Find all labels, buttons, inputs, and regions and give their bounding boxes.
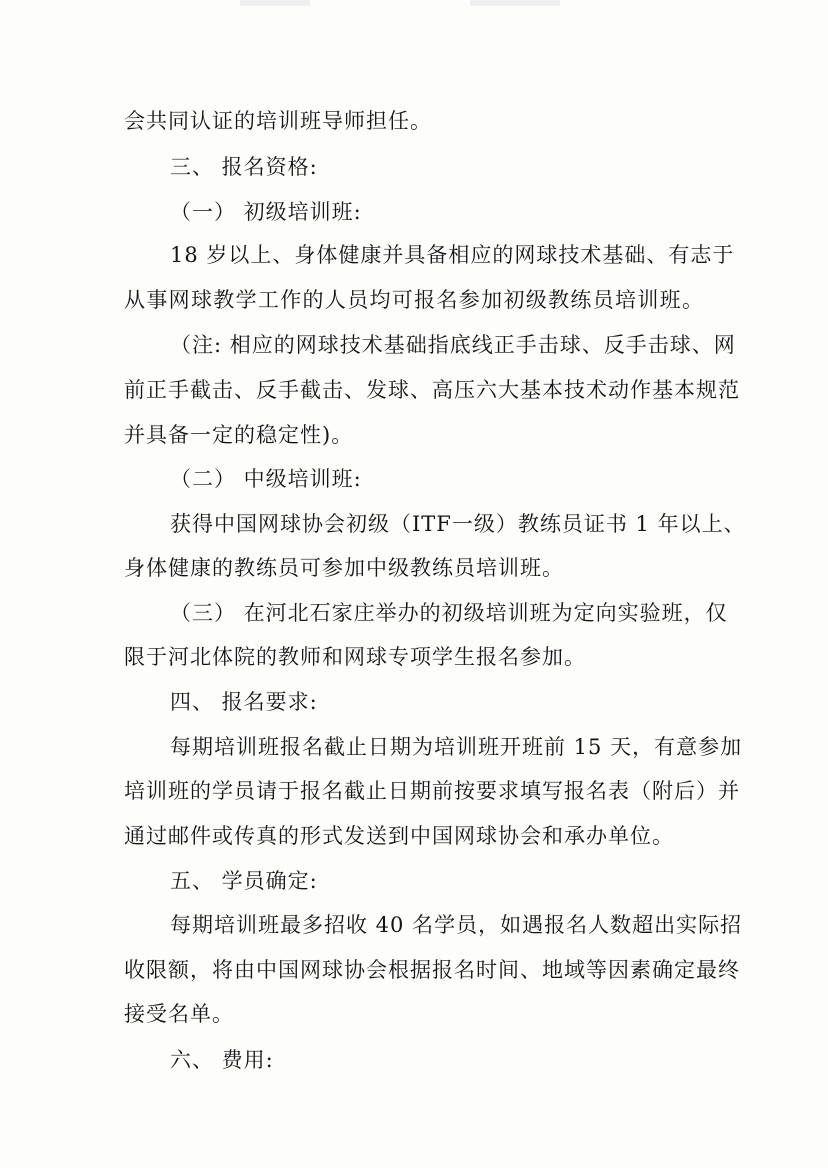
paragraph-line: 收限额，将由中国网球协会根据报名时间、地域等因素确定最终 xyxy=(124,958,740,982)
paragraph-line: （三） 在河北石家庄举办的初级培训班为定向实验班，仅 xyxy=(170,601,728,625)
subsection-heading-intermediate: （二） 中级培训班: xyxy=(170,467,362,491)
subsection-heading-beginner: （一） 初级培训班: xyxy=(170,200,362,224)
paragraph-line: 身体健康的教练员可参加中级教练员培训班。 xyxy=(124,556,564,580)
paragraph-line: 接受名单。 xyxy=(124,1002,234,1026)
paragraph-line: 从事网球教学工作的人员均可报名参加初级教练员培训班。 xyxy=(124,288,704,312)
section-heading-eligibility: 三、 报名资格: xyxy=(170,155,318,179)
paragraph-line: 每期培训班报名截止日期为培训班开班前 15 天，有意参加 xyxy=(170,735,743,759)
paragraph-line: 通过邮件或传真的形式发送到中国网球协会和承办单位。 xyxy=(124,824,674,848)
paragraph-line: 每期培训班最多招收 40 名学员，如遇报名人数超出实际招 xyxy=(170,913,743,937)
paragraph-line: 获得中国网球协会初级（ITF一级）教练员证书 1 年以上、 xyxy=(170,512,746,536)
paragraph-line: 培训班的学员请于报名截止日期前按要求填写报名表（附后）并 xyxy=(124,779,740,803)
section-heading-confirmation: 五、 学员确定: xyxy=(170,869,318,893)
section-heading-fees: 六、 费用: xyxy=(170,1048,274,1072)
paragraph-line: 18 岁以上、身体健康并具备相应的网球技术基础、有志于 xyxy=(170,243,735,267)
scan-artifact xyxy=(470,0,560,6)
paragraph-line: 并具备一定的稳定性)。 xyxy=(124,423,354,447)
scan-artifact xyxy=(240,0,310,6)
paragraph-line: 会共同认证的培训班导师担任。 xyxy=(124,109,432,133)
paragraph-line: （注: 相应的网球技术基础指底线正手击球、反手击球、网 xyxy=(170,333,736,357)
section-heading-requirements: 四、 报名要求: xyxy=(170,690,318,714)
paragraph-line: 前正手截击、反手截击、发球、高压六大基本技术动作基本规范 xyxy=(124,378,740,402)
paragraph-line: 限于河北体院的教师和网球专项学生报名参加。 xyxy=(124,645,586,669)
